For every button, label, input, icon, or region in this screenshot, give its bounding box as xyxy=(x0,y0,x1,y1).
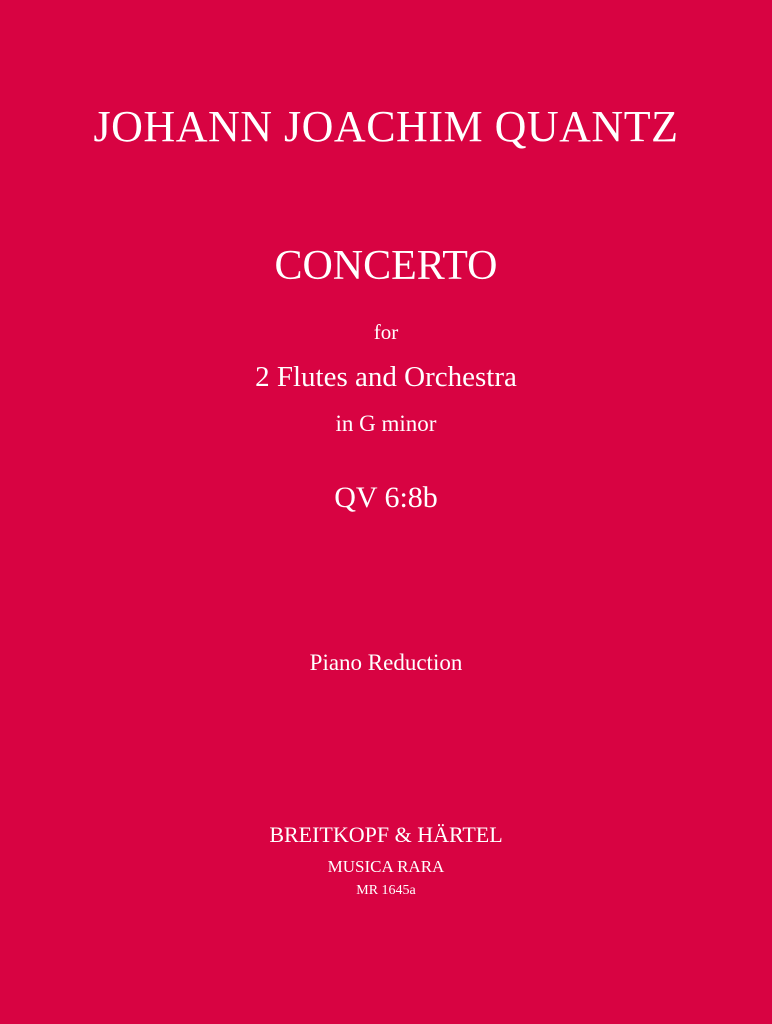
work-title: CONCERTO xyxy=(274,243,498,289)
composer-name: JOHANN JOACHIM QUANTZ xyxy=(93,102,679,151)
key-signature: in G minor xyxy=(335,411,437,436)
publisher-name: BREITKOPF & HÄRTEL xyxy=(269,822,503,847)
edition-number: MR 1645a xyxy=(356,883,416,898)
edition-type: Piano Reduction xyxy=(309,650,463,675)
catalog-number: QV 6:8b xyxy=(334,481,438,514)
imprint-name: MUSICA RARA xyxy=(327,857,445,876)
for-label: for xyxy=(373,320,399,344)
instrumentation: 2 Flutes and Orchestra xyxy=(255,361,517,393)
